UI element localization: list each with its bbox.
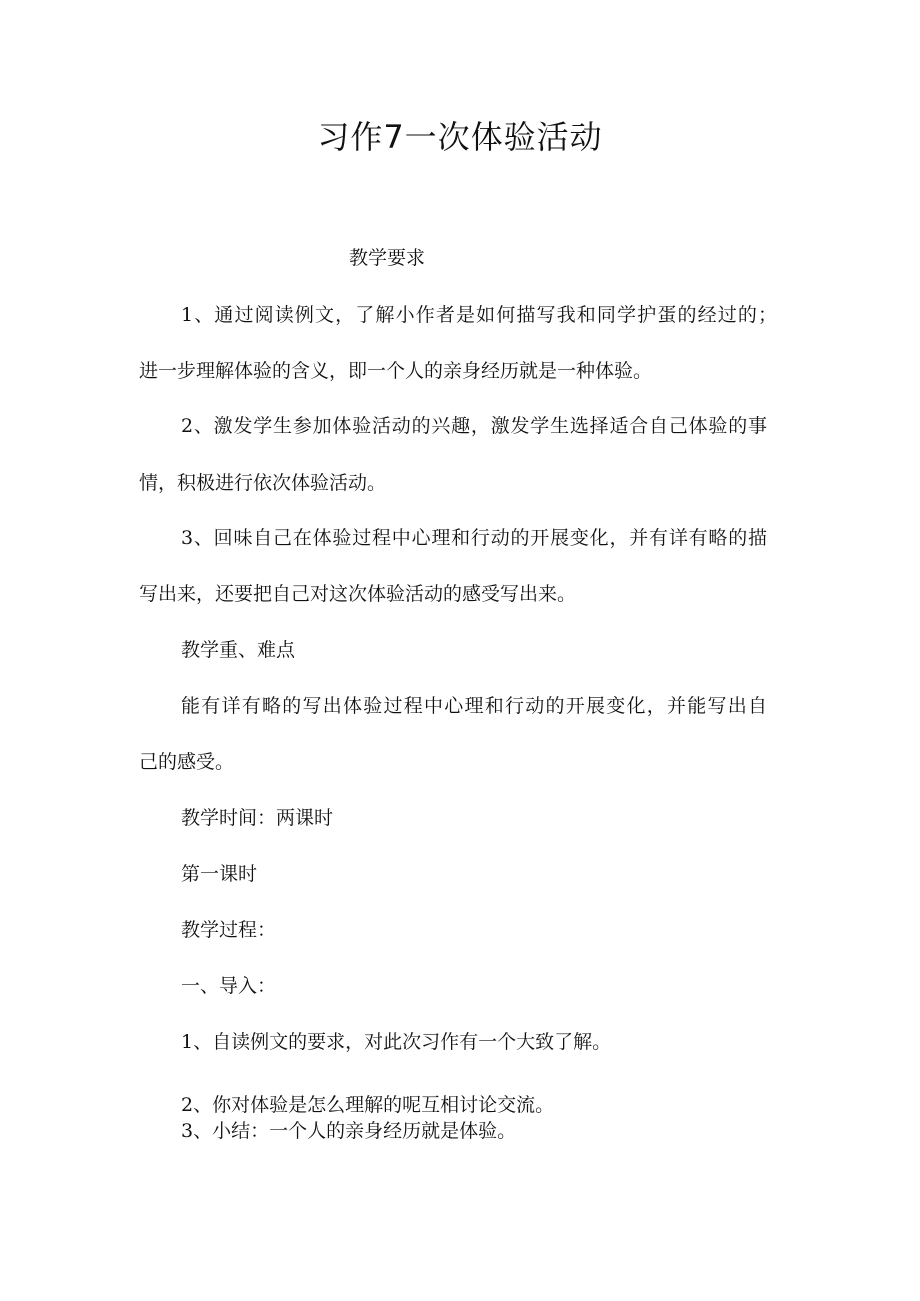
- document-title: 习作7一次体验活动: [317, 118, 603, 156]
- step-1: 1、自读例文的要求，对此次习作有一个大致了解。: [181, 1031, 612, 1053]
- requirement-3-line-2: 写出来，还要把自己对这次体验活动的感受写出来。: [139, 583, 577, 605]
- requirements-heading: 教学要求: [349, 247, 426, 269]
- requirement-3-line-1: 3、回味自己在体验过程中心理和行动的开展变化，并有详有略的描: [181, 527, 767, 549]
- lesson-label: 第一课时: [181, 863, 258, 885]
- step-2: 2、你对体验是怎么理解的呢互相讨论交流。: [181, 1094, 555, 1116]
- key-points-line-1: 能有详有略的写出体验过程中心理和行动的开展变化，并能写出自: [181, 695, 767, 717]
- key-points-line-2: 己的感受。: [139, 751, 235, 773]
- requirement-1-line-1: 1、通过阅读例文，了解小作者是如何描写我和同学护蛋的经过的；: [181, 304, 777, 326]
- requirement-2-line-1: 2、激发学生参加体验活动的兴趣，激发学生选择适合自己体验的事: [181, 415, 767, 437]
- requirement-1-line-2: 进一步理解体验的含义，即一个人的亲身经历就是一种体验。: [139, 360, 653, 382]
- key-points-heading: 教学重、难点: [181, 639, 296, 661]
- teaching-time: 教学时间：两课时: [181, 807, 334, 829]
- step-3: 3、小结：一个人的亲身经历就是体验。: [181, 1120, 517, 1142]
- process-heading: 教学过程：: [181, 919, 277, 941]
- section-one-heading: 一、导入：: [181, 975, 277, 997]
- requirement-2-line-2: 情，积极进行依次体验活动。: [139, 472, 387, 494]
